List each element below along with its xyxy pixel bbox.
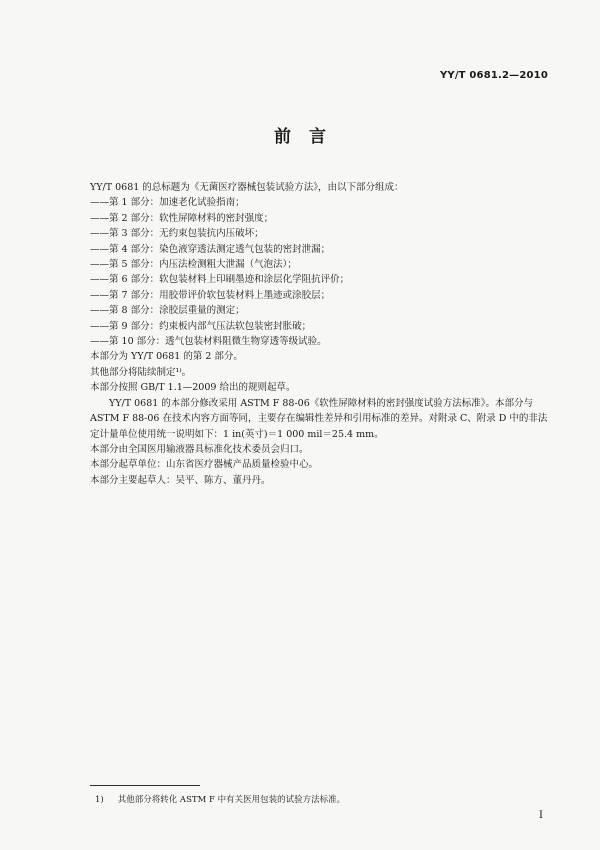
list-item: ——第 1 部分：加速老化试验指南； [90, 197, 245, 209]
list-item: ——第 5 部分：内压法检测粗大泄漏（气泡法）； [90, 259, 297, 271]
standard-code: YY/T 0681.2—2010 [439, 70, 548, 81]
paragraph: 本部分为 YY/T 0681 的第 2 部分。 [90, 351, 243, 363]
paragraph: 本部分起草单位：山东省医疗器械产品质量检验中心。 [90, 459, 319, 471]
list-item: ——第 6 部分：软包装材料上印刷墨迹和涂层化学阻抗评价； [90, 274, 350, 286]
paragraph: 本部分主要起草人：吴平、陈方、董丹丹。 [90, 474, 271, 486]
page-title: 前言 [274, 127, 344, 147]
list-item: ——第 7 部分：用胶带评价软包装材料上墨迹或涂胶层； [90, 289, 331, 301]
paragraph: 本部分按照 GB/T 1.1—2009 给出的规则起草。 [90, 382, 296, 394]
list-item: ——第 2 部分：软性屏障材料的密封强度； [90, 212, 274, 224]
page-number: I [539, 810, 543, 821]
list-item: ——第 4 部分：染色液穿透法测定透气包装的密封泄漏； [90, 243, 331, 255]
adoption-paragraph: YY/T 0681 的本部分修改采用 ASTM F 88-06《软性屏障材料的密封强度试验方法标准》。本部分与 ASTM F 88-06 在技术内容方面等同，主要存在编辑性差异和引用标准的差异。对附录 C、附录 D 中的非法定计量单位使用统一说明如下：1 in(英寸)＝1 000 mil＝25.4 mm。 [90, 397, 548, 440]
footnote [95, 793, 345, 805]
list-item: ——第 10 部分：透气包装材料阻微生物穿透等级试验。 [90, 336, 327, 348]
footnote-mark: 1) [95, 795, 104, 805]
footnote-text: 其他部分将转化 ASTM F 中有关医用包装的试验方法标准。 [117, 795, 346, 805]
paragraph: YY/T 0681 的总标题为《无菌医疗器械包装试验方法》，由以下部分组成： [90, 182, 404, 193]
paragraph: 本部分由全国医用输液器具标准化技术委员会归口。 [90, 443, 309, 455]
paragraph: 其他部分将陆续制定¹⁾。 [90, 366, 192, 378]
list-item: ——第 3 部分：无约束包装抗内压破坏； [90, 228, 264, 240]
list-item: ——第 8 部分：涂胶层重量的测定； [90, 305, 245, 317]
foreword-body [90, 180, 560, 488]
footnote-divider [90, 785, 200, 786]
list-item: ——第 9 部分：约束板内部气压法软包装密封胀破； [90, 320, 312, 332]
